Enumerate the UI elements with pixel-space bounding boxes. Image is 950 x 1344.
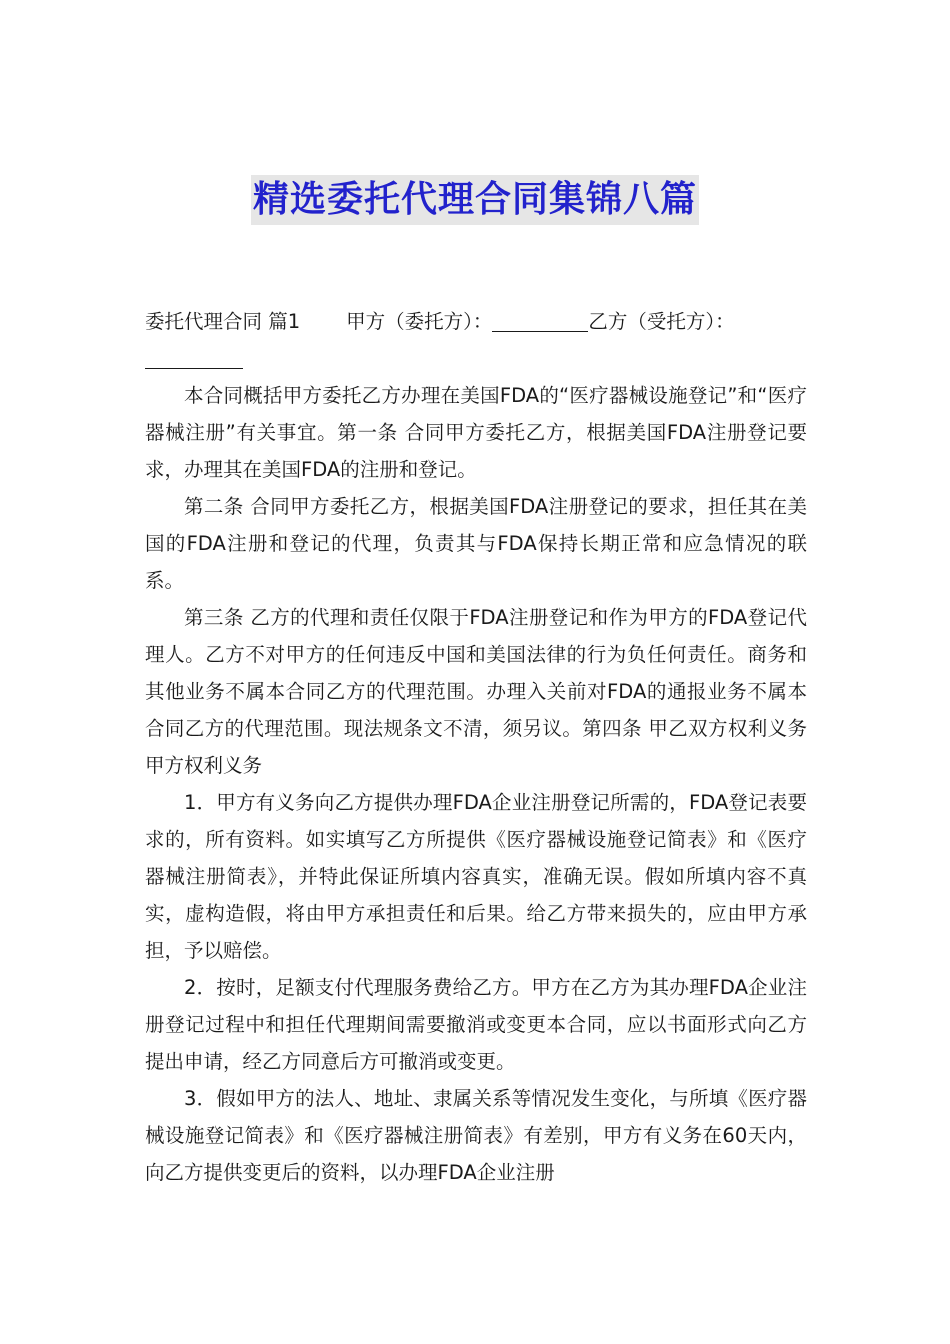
title-container [0,175,950,225]
party-a-label: 甲方（委托方）： [346,310,493,333]
paragraph-2: 第二条 合同甲方委托乙方，根据美国FDA注册登记的要求，担任其在美国的FDA注册和登记的代理，负责其与FDA保持长期正常和应急情况的联系。 [145,495,807,592]
party-a-blank [492,309,588,332]
paragraph-3: 第三条 乙方的代理和责任仅限于FDA注册登记和作为甲方的FDA登记代理人。乙方不对甲方的任何违反中国和美国法律的行为负任何责任。商务和其他业务不属本合同乙方的代理范围。办理入关前对FDA的通报业务不属本合同乙方的代理范围。现法规条文不清，须另议。第四条 甲乙双方权利义务甲方权利义务 [145,606,807,777]
party-b-blank-line [145,340,807,377]
contract-heading: 委托代理合同 篇1 [145,310,301,333]
paragraph-6: 3．假如甲方的法人、地址、隶属关系等情况发生变化，与所填《医疗器械设施登记简表》和《医疗器械注册简表》有差别，甲方有义务在60天内，向乙方提供变更后的资料，以办理FDA企业注册 [145,1087,807,1184]
document-body [145,303,807,1191]
paragraph-1: 本合同概括甲方委托乙方办理在美国FDA的“医疗器械设施登记”和“医疗器械注册”有关事宜。第一条 合同甲方委托乙方，根据美国FDA注册登记要求，办理其在美国FDA的注册和登记。 [145,384,807,481]
party-b-blank [145,346,243,369]
intro-line [145,303,807,340]
document-title: 精选委托代理合同集锦八篇 [251,175,699,225]
party-b-label: 乙方（受托方）： [588,310,735,333]
paragraph-4: 1．甲方有义务向乙方提供办理FDA企业注册登记所需的，FDA登记表要求的，所有资料。如实填写乙方所提供《医疗器械设施登记简表》和《医疗器械注册简表》，并特此保证所填内容真实，准确无误。假如所填内容不真实，虚构造假，将由甲方承担责任和后果。给乙方带来损失的，应由甲方承担，予以赔偿。 [145,791,807,962]
paragraph-5: 2．按时，足额支付代理服务费给乙方。甲方在乙方为其办理FDA企业注册登记过程中和担任代理期间需要撤消或变更本合同，应以书面形式向乙方提出申请，经乙方同意后方可撤消或变更。 [145,976,807,1073]
